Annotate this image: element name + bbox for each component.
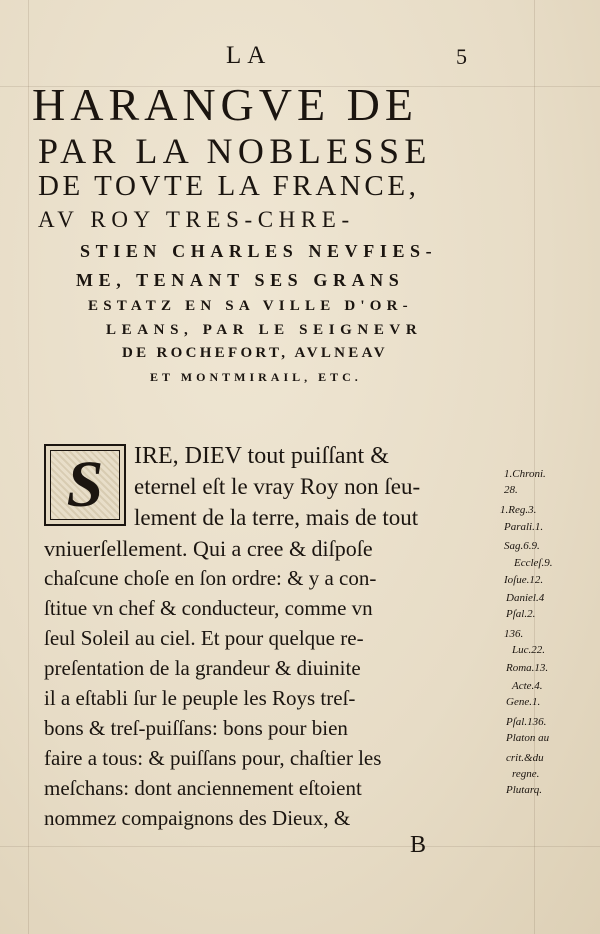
- body-text-line: ſtitue vn chef & conducteur, comme vn: [44, 596, 373, 620]
- body-text-line: meſchans: dont anciennement eſtoient: [44, 776, 362, 800]
- running-head: LA: [226, 42, 272, 69]
- body-text-line: il a eſtabli ſur le peuple les Roys treſ-: [44, 686, 356, 710]
- body-text-line: lement de la terre, mais de tout: [134, 505, 419, 530]
- body-text-line: faire a tous: & puiſſans pour, chaſtier les: [44, 746, 382, 770]
- margin-note: Plutarq.: [506, 784, 542, 796]
- title-line: PAR LA NOBLESSE: [38, 131, 432, 171]
- body-text-line: ſeul Soleil au ciel. Et pour quelque re-: [44, 626, 364, 650]
- title-line: ESTATZ EN SA VILLE D'OR-: [88, 298, 413, 314]
- title-line: STIEN CHARLES NEVFIES-: [80, 241, 438, 261]
- page-fold-line: [28, 0, 29, 934]
- margin-note: Ioſue.12.: [504, 574, 544, 586]
- margin-note: Roma.13.: [506, 662, 549, 674]
- body-text-line: preſentation de la grandeur & diuinite: [44, 656, 361, 680]
- margin-note: Sag.6.9.: [504, 540, 540, 552]
- margin-note: Eccleſ.9.: [514, 557, 553, 569]
- body-text-line: chaſcune choſe en ſon ordre: & y a con-: [44, 566, 377, 590]
- title-line: DE TOVTE LA FRANCE,: [38, 170, 420, 202]
- margin-note: Daniel.4: [506, 592, 545, 604]
- margin-note: Gene.1.: [506, 696, 541, 708]
- signature-mark: B: [410, 832, 427, 858]
- page-number: 5: [456, 44, 467, 69]
- ornamental-initial-letter: S: [50, 450, 120, 520]
- body-text-line: nommez compaignons des Dieux, &: [44, 806, 351, 830]
- title-line: HARANGVE DE: [32, 79, 418, 130]
- margin-note: regne.: [512, 768, 540, 780]
- title-line: ET MONTMIRAIL, ETC.: [150, 370, 362, 384]
- margin-note: 28.: [504, 484, 518, 496]
- body-text-line: IRE, DIEV tout puiſſant &: [134, 443, 389, 469]
- body-text-line: eternel eſt le vray Roy non ſeu-: [134, 474, 421, 499]
- margin-note: Luc.22.: [512, 644, 545, 656]
- title-line: DE ROCHEFORT, AVLNEAV: [122, 345, 388, 361]
- title-line: LEANS, PAR LE SEIGNEVR: [106, 322, 423, 338]
- margin-note: Pſal.136.: [506, 716, 547, 728]
- margin-note: 1.Reg.3.: [500, 504, 537, 516]
- margin-note: 136.: [504, 628, 524, 640]
- body-text-line: bons & treſ-puiſſans: bons pour bien: [44, 716, 348, 740]
- title-line: AV ROY TRES-CHRE-: [38, 207, 355, 232]
- margin-note: Acte.4.: [512, 680, 543, 692]
- body-text-line: vniuerſellement. Qui a cree & diſpoſe: [44, 536, 373, 561]
- margin-note: 1.Chroni.: [504, 468, 546, 480]
- margin-note: Parali.1.: [504, 521, 544, 533]
- ornamental-initial: [44, 444, 126, 526]
- margin-note: Pſal.2.: [506, 608, 536, 620]
- title-line: ME, TENANT SES GRANS: [76, 270, 405, 290]
- margin-note: crit.&du: [506, 752, 544, 764]
- page-fold-line: [0, 846, 600, 847]
- margin-note: Platon au: [506, 732, 550, 744]
